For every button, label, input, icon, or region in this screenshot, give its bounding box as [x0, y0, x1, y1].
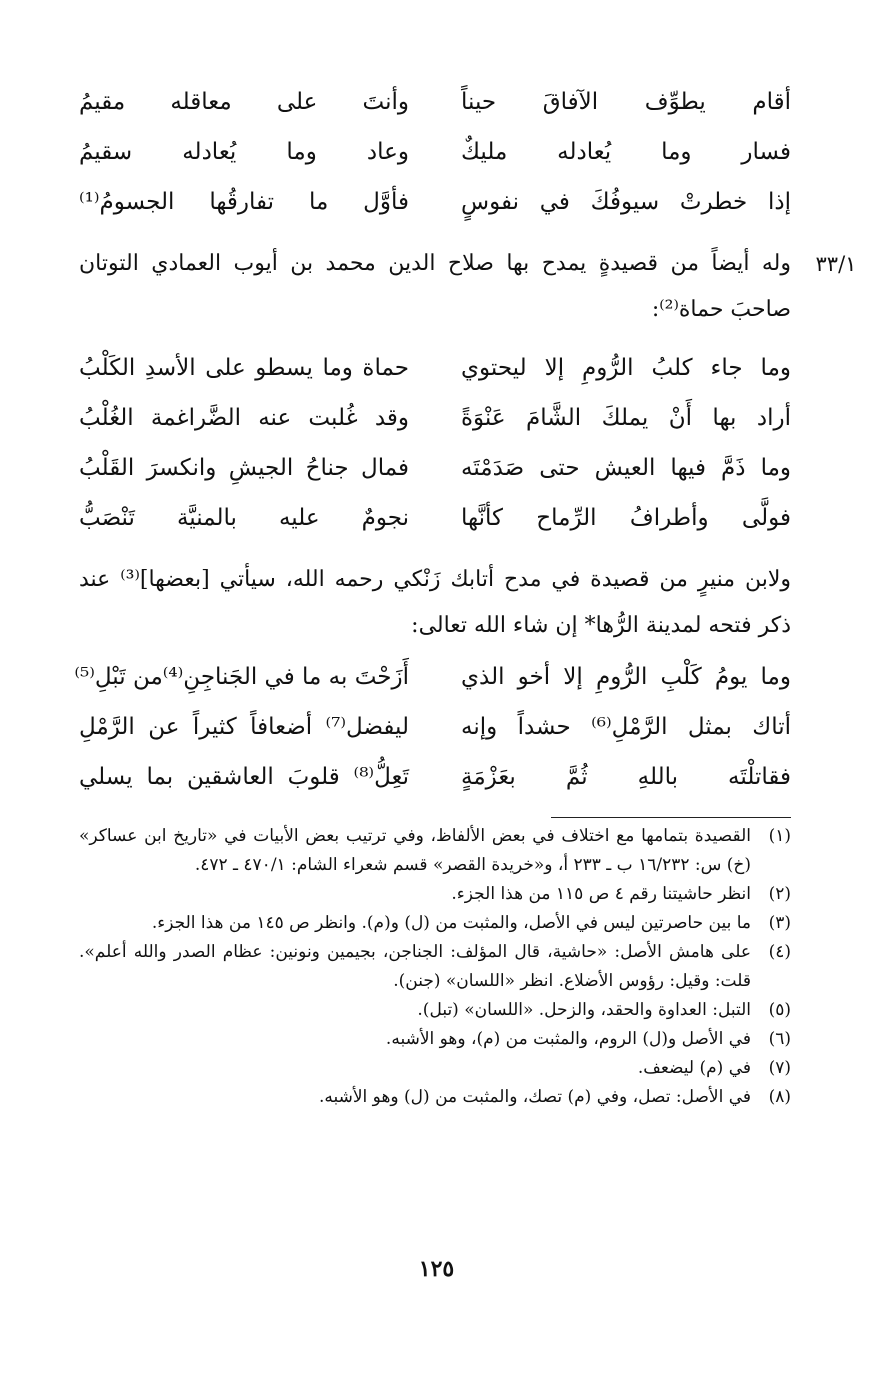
- second-hemistich: أَزَحْتَ به ما في الجَناجِنِ⁽⁴⁾من تَبْلِ⁽⁵⁾: [74, 664, 409, 690]
- footnote: [79, 880, 791, 909]
- footnote-text: في الأصل: تصل، وفي (م) تصك، والمثبت من (ل) وهو الأشبه.: [318, 1087, 751, 1107]
- verse: [79, 443, 791, 493]
- footnotes: [79, 822, 791, 1112]
- second-hemistich: ليفضل⁽⁷⁾ أضعافاً كثيراً عن الرَّمْلِ: [79, 714, 409, 740]
- second-hemistich: وقد غُلبت عنه الضَّراغمة الغُلْبُ: [79, 405, 409, 431]
- second-hemistich: نجومٌ عليه بالمنيَّة تَنْصَبُّ: [79, 505, 409, 531]
- footnote: [79, 822, 791, 880]
- footnote-number: (٤): [768, 942, 791, 962]
- first-hemistich: فولَّى وأطرافُ الرِّماح كأنَّها: [461, 505, 791, 531]
- footnote-separator: [551, 817, 791, 818]
- second-hemistich: وعاد وما يُعادله سقيمُ: [79, 139, 409, 165]
- first-hemistich: أتاك بمثل الرَّمْلِ⁽⁶⁾ حشداً وإنه: [461, 714, 791, 740]
- first-hemistich: وما يومُ كَلْبِ الرُّومِ إلا أخو الذي: [461, 664, 791, 690]
- first-hemistich: فسار وما يُعادله مليكٌ: [461, 139, 791, 165]
- footnote: [79, 1025, 791, 1054]
- footnote-text: في الأصل و(ل) الروم، والمثبت من (م)، وهو الأشبه.: [385, 1029, 751, 1049]
- footnote-text: انظر حاشيتنا رقم ٤ ص ١١٥ من هذا الجزء.: [451, 884, 751, 904]
- footnote-text: القصيدة بتمامها مع اختلاف في بعض الألفاظ، وفي ترتيب بعض الأبيات في «تاريخ ابن عساكر» (خ) س: ١٦/٢٣٢ ب ـ ٢٣٣ أ، و«خريدة القصر» قسم شعراء الشام: ٤٧٠/١ ـ ٤٧٢.: [79, 826, 751, 875]
- footnote: [79, 1083, 791, 1112]
- verse: [79, 702, 791, 752]
- footnote: [79, 1054, 791, 1083]
- footnote: [79, 938, 791, 996]
- verse: [79, 127, 791, 177]
- footnote-number: (٧): [768, 1058, 791, 1078]
- verse: [79, 77, 791, 127]
- footnote-text: ما بين حاصرتين ليس في الأصل، والمثبت من (ل) و(م). وانظر ص ١٤٥ من هذا الجزء.: [151, 913, 751, 933]
- first-hemistich: أقام يطوِّف الآفاقَ حيناً: [461, 89, 791, 115]
- verse: [74, 652, 791, 702]
- poem-block-2: [79, 343, 791, 543]
- second-hemistich: حماة وما يسطو على الأسدِ الكَلْبُ: [79, 355, 409, 381]
- verse: [79, 393, 791, 443]
- prose-paragraph-2: ولابن منيرٍ من قصيدة في مدح أتابك زَنْكي رحمه الله، سيأتي [بعضها]⁽³⁾ عند ذكر فتحه لمدينة الرُّها* إن شاء الله تعالى:: [79, 567, 792, 638]
- footnote-text: التبل: العداوة والحقد، والزحل. «اللسان» (تبل).: [417, 1000, 751, 1020]
- first-hemistich: أراد بها أَنْ يملكَ الشَّامَ عَنْوَةً: [461, 405, 791, 431]
- footnote-text: في (م) ليضعف.: [637, 1058, 751, 1078]
- prose-paragraph-1: وله أيضاً من قصيدةٍ يمدح بها صلاح الدين محمد بن أيوب العمادي التوتان صاحبَ حماة⁽²⁾:: [79, 251, 791, 322]
- second-hemistich: تَعِلُّ⁽⁸⁾ قلوبَ العاشقين بما يسلي: [79, 764, 409, 790]
- first-hemistich: فقاتلْتَه باللهِ ثُمَّ بعَزْمَةٍ: [461, 764, 791, 790]
- first-hemistich: وما ذَمَّ فيها العيش حتى صَدَمْتَه: [461, 455, 791, 481]
- verse: [79, 177, 791, 227]
- footnote-text: على هامش الأصل: «حاشية، قال المؤلف: الجناجن، بجيمين ونونين: عظام الصدر والله أعلم». قلت: وقيل: رؤوس الأضلاع. انظر «اللسان» (جنن).: [79, 942, 751, 991]
- footnote-number: (٨): [768, 1087, 791, 1107]
- footnote-number: (٦): [768, 1029, 791, 1049]
- second-hemistich: فمال جناحُ الجيشِ وانكسرَ القَلْبُ: [79, 455, 409, 481]
- verse: [79, 343, 791, 393]
- first-hemistich: وما جاء كلبُ الرُّومِ إلا ليحتوي: [461, 355, 791, 381]
- verse: [79, 493, 791, 543]
- footnote: [79, 996, 791, 1025]
- poem-block-1: [79, 77, 791, 227]
- folio-marker: ٣٣/١: [815, 252, 857, 276]
- verse: [79, 752, 791, 802]
- poem-block-3: [74, 652, 791, 802]
- footnote-number: (٥): [768, 1000, 791, 1020]
- second-hemistich: فأوَّل ما تفارقُها الجسومُ⁽¹⁾: [79, 189, 409, 215]
- first-hemistich: إذا خطرتْ سيوفُكَ في نفوسٍ: [461, 189, 791, 215]
- footnote-number: (١): [768, 826, 791, 846]
- second-hemistich: وأنتَ على معاقله مقيمُ: [79, 89, 409, 115]
- footnote-number: (٣): [768, 913, 791, 933]
- footnote: [79, 909, 791, 938]
- page-number: ١٢٥: [418, 1256, 455, 1282]
- footnote-number: (٢): [768, 884, 791, 904]
